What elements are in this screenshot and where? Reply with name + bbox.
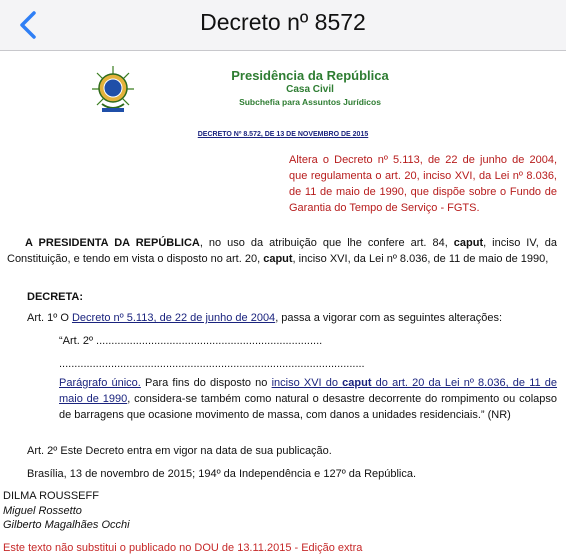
decreta-heading: DECRETA: — [27, 291, 84, 303]
preamble-paragraph — [7, 235, 557, 267]
article-2: Art. 2º Este Decreto entra em vigor na data de sua publicação. — [27, 445, 332, 457]
navigation-bar — [0, 0, 566, 51]
preamble-text-2: , inciso IV, da Constituição, e tendo em vista o disposto no art. 20, — [7, 237, 557, 265]
decreto-5113-link[interactable]: Decreto nº 5.113, de 22 de junho de 2004 — [71, 312, 276, 324]
preamble-text-3: , inciso XVI, da Lei nº 8.036, de 11 de maio de 1990, — [292, 253, 549, 265]
preamble-caput-2: caput — [263, 253, 293, 265]
page-title: Decreto nº 8572 — [200, 9, 366, 35]
paragrafo-text-2: , considera-se também como natural o desastre decorrente do rompimento ou colapso de barragens que ocasione movimento de massa, com danos a unidades residenciais.” (NR) — [59, 393, 557, 421]
preamble-lead: A PRESIDENTA DA REPÚBLICA — [25, 237, 200, 249]
paragrafo-text-1: Para fins do disposto no — [140, 377, 272, 389]
header-subchefia: Subchefia para Assuntos Jurídicos — [239, 97, 381, 107]
lei-link-caput: caput — [342, 377, 372, 389]
article-1 — [27, 310, 557, 326]
header-casa-civil: Casa Civil — [286, 84, 334, 95]
lei-link-part-1: inciso XVI do — [271, 377, 343, 389]
paragrafo-unico — [59, 375, 557, 423]
ementa-text: Altera o Decreto nº 5.113, de 22 de junho de 2004, que regulamenta o art. 20, inciso XVI, da Lei nº 8.036, de 11 de maio de 1990, que dispõe sobre o Fundo de Garantia do Tempo de Serviço - FGTS. — [289, 154, 557, 214]
signature-1: DILMA ROUSSEFF — [3, 490, 99, 502]
preamble-text-1: , no uso da atribuição que lhe confere art. 84, — [199, 237, 454, 249]
article-1-suffix: , passa a vigorar com as seguintes alterações: — [275, 312, 503, 324]
quoted-article-2: “Art. 2º .......................................................................... — [59, 335, 323, 347]
ellipsis-line: .................................................................................................... — [59, 358, 365, 370]
header-presidencia: Presidência da República — [231, 68, 389, 83]
decree-title-link[interactable]: DECRETO Nº 8.572, DE 13 DE NOVEMBRO DE 2015 — [197, 131, 369, 138]
document-header — [0, 64, 566, 118]
paragrafo-unico-link[interactable]: Parágrafo único. — [59, 377, 141, 389]
lei-link-part-2: do art. 20 da Lei nº 8.036, de 11 de maio de 1990 — [59, 377, 558, 405]
signature-2: Miguel Rossetto — [3, 505, 82, 517]
date-line: Brasília, 13 de novembro de 2015; 194º da Independência e 127º da República. — [27, 468, 417, 480]
preamble-caput-1: caput — [453, 237, 484, 249]
signature-3: Gilberto Magalhães Occhi — [3, 519, 130, 531]
dou-disclaimer: Este texto não substitui o publicado no DOU de 13.11.2015 - Edição extra — [3, 542, 363, 554]
article-1-prefix: Art. 1º O — [27, 312, 72, 324]
brasao-seal-icon — [90, 64, 136, 114]
